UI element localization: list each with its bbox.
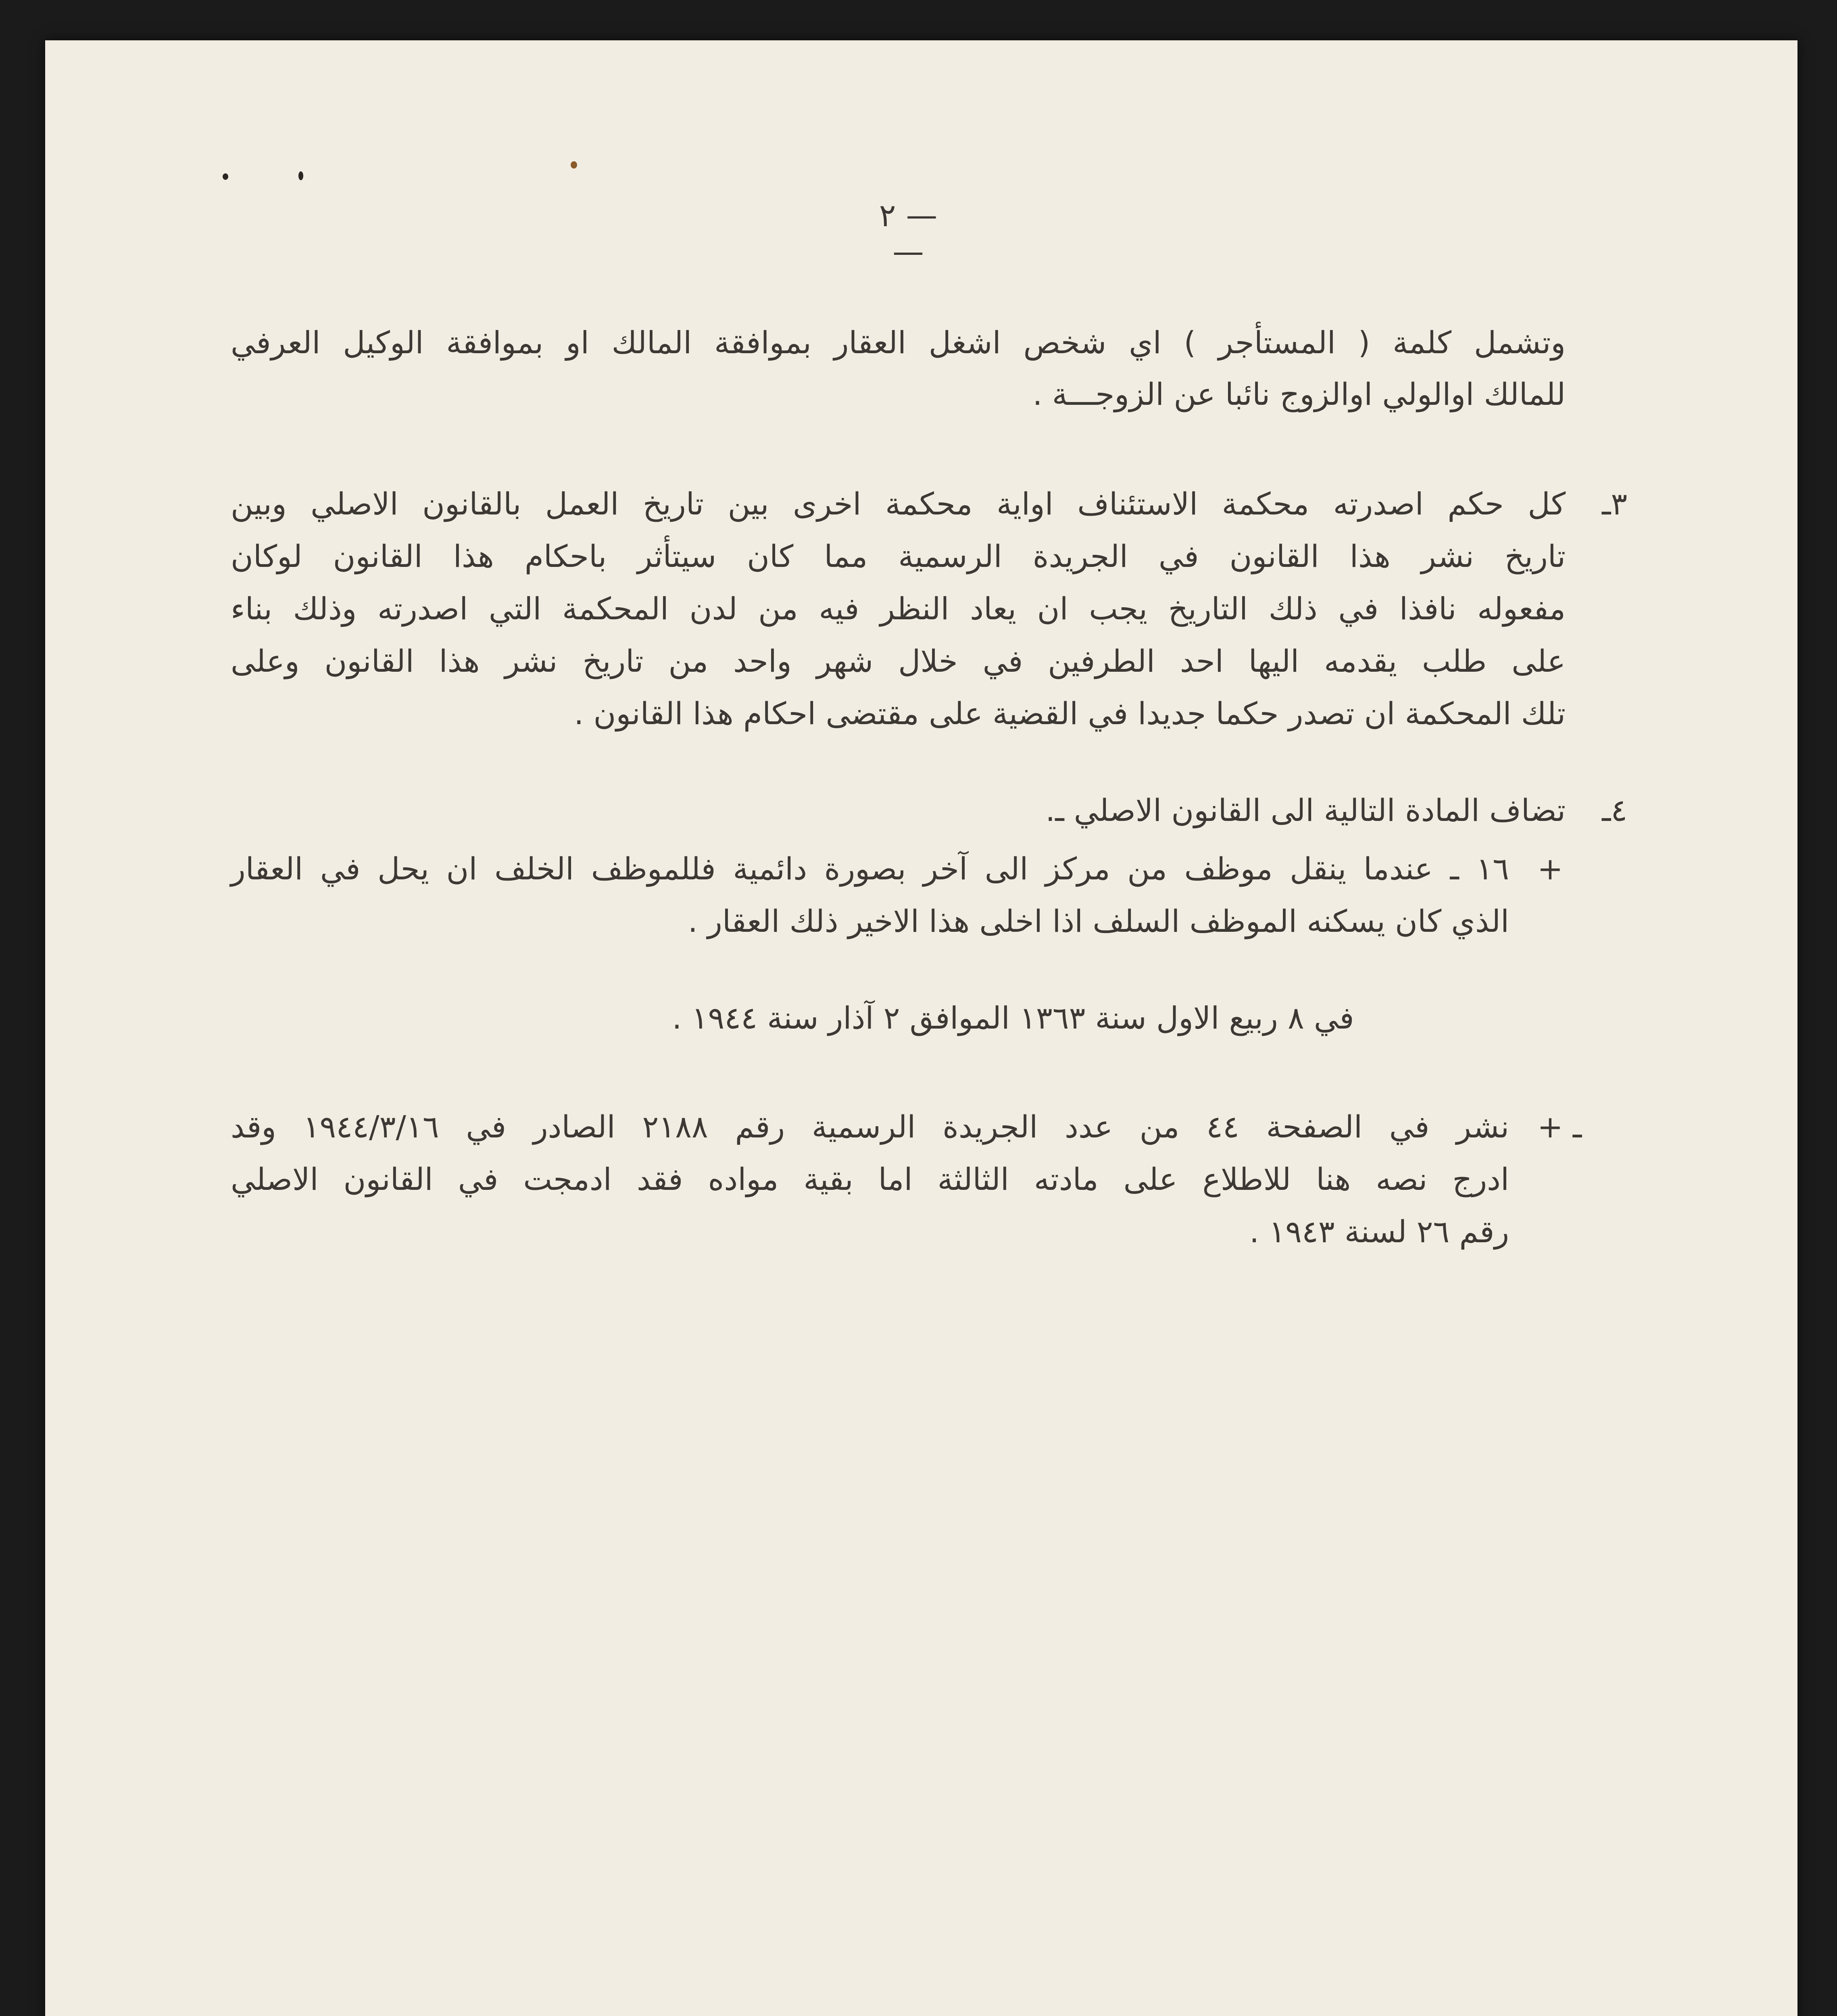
date-line: في ٨ ربيع الاول سنة ١٣٦٣ الموافق ٢ آذار سنة ١٩٤٤ . [672,1000,1354,1036]
article-16-marker: + [1537,851,1563,887]
intro-line: للمالك اوالولي اوالزوج نائبا عن الزوجـــة . [1032,376,1566,412]
document-page [45,40,1797,2016]
section-3-line: تلك المحكمة ان تصدر حكما جديدا في القضية على مقتضى احكام هذا القانون . [574,696,1566,731]
footnote-line: رقم ٢٦ لسنة ١٩٤٣ . [1249,1214,1509,1250]
ink-speck [298,171,303,180]
section-3-line: تاريخ نشر هذا القانون في الجريدة الرسمية مما كان سيتأثر باحكام هذا القانون لوكان [231,538,1566,574]
section-3-line: على طلب يقدمه اليها احد الطرفين في خلال شهر واحد من تاريخ نشر هذا القانون وعلى [231,643,1566,679]
ink-speck [223,173,228,180]
section-3-marker: ٣ـ [1602,486,1628,522]
article-16-line: ١٦ ـ عندما ينقل موظف من مركز الى آخر بصورة دائمية فللموظف الخلف ان يحل في العقار [231,851,1509,887]
section-3-line: مفعوله نافذا في ذلك التاريخ يجب ان يعاد النظر فيه من لدن المحكمة التي اصدرته وذلك بناء [231,591,1566,627]
section-4-marker: ٤ـ [1602,792,1628,828]
ink-speck [571,161,577,169]
intro-line: وتشمل كلمة ( المستأجر ) اي شخص اشغل العقار بموافقة المالك او بموافقة الوكيل العرفي [231,325,1566,360]
section-4-heading: تضاف المادة التالية الى القانون الاصلي ـ. [1045,792,1566,828]
footnote-marker: + ـ [1537,1109,1582,1145]
article-16-line: الذي كان يسكنه الموظف السلف اذا اخلى هذا الاخير ذلك العقار . [688,903,1509,939]
section-3-line: كل حكم اصدرته محكمة الاستئناف اواية محكمة اخرى بين تاريخ العمل بالقانون الاصلي وبين [231,486,1566,522]
footnote-line: نشر في الصفحة ٤٤ من عدد الجريدة الرسمية رقم ٢١٨٨ الصادر في ١٩٤٤/٣/١٦ وقد [231,1109,1510,1145]
page-number: — ٢ — [879,198,938,270]
footnote-line: ادرج نصه هنا للاطلاع على مادته الثالثة اما بقية مواده فقد ادمجت في القانون الاصلي [231,1161,1509,1197]
